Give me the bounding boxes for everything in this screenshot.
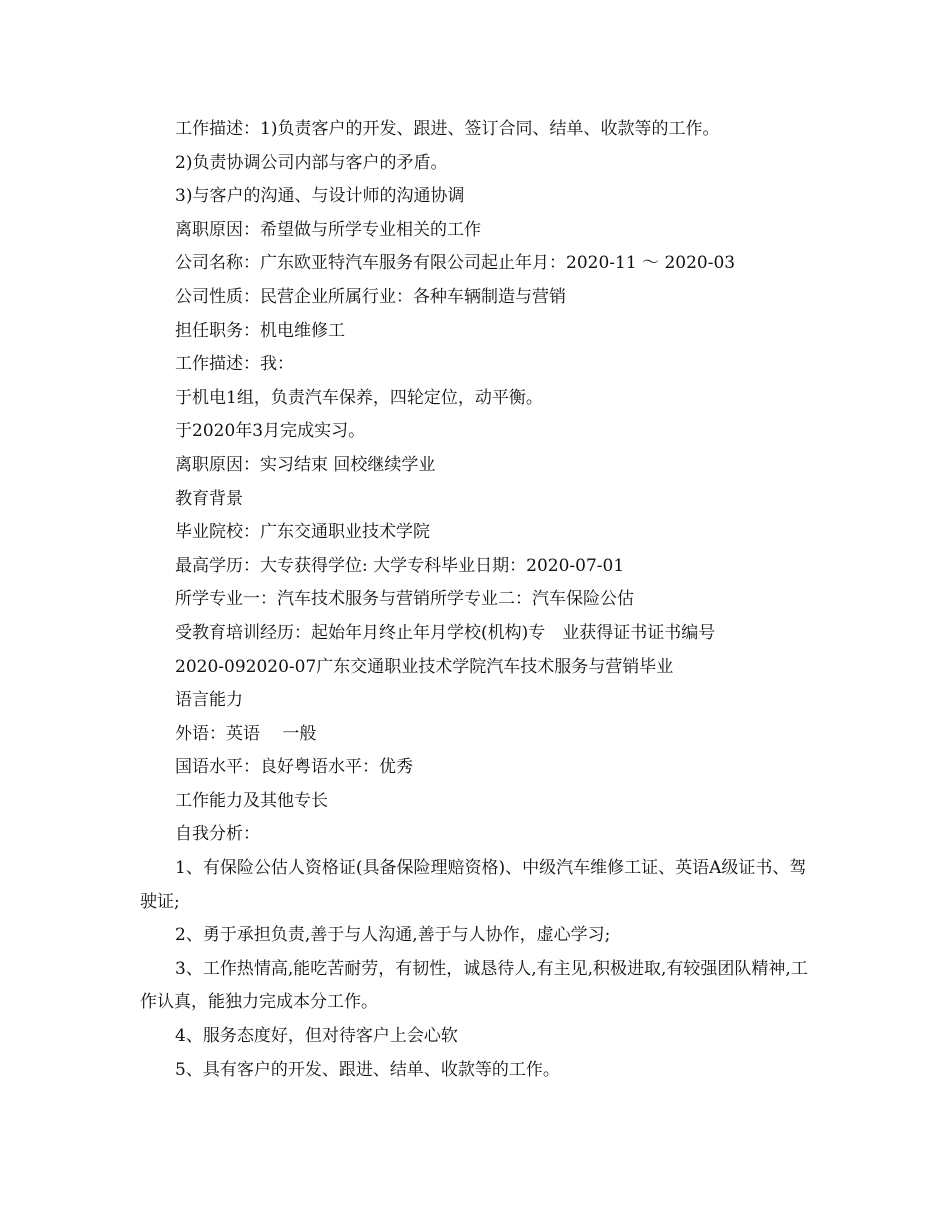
- company-name-line: 公司名称：广东欧亚特汽车服务有限公司起止年月：2020-11 ～ 2020-03: [175, 253, 736, 274]
- internship-line: 于2020年3月完成实习。: [175, 421, 366, 442]
- work-description-2-line: 工作描述：我：: [175, 354, 294, 375]
- self-analysis-item-5: 5、具有客户的开发、跟进、结单、收款等的工作。: [175, 1059, 560, 1080]
- training-record-line: 2020-092020-07广东交通职业技术学院汽车技术服务与营销毕业: [175, 656, 674, 677]
- self-analysis-item-4: 4、服务态度好，但对待客户上会心软: [175, 1026, 458, 1047]
- self-analysis-heading: 自我分析：: [175, 824, 260, 845]
- education-heading: 教育背景: [175, 488, 243, 509]
- leave-reason-line: 离职原因：希望做与所学专业相关的工作: [175, 219, 481, 240]
- resume-body: [140, 113, 820, 1087]
- duty-line-3: 3)与客户的沟通、与设计师的沟通协调: [175, 186, 465, 207]
- school-line: 毕业院校：广东交通职业技术学院: [175, 522, 430, 543]
- self-analysis-item-2: 2、勇于承担负责,善于与人沟通,善于与人协作，虚心学习;: [175, 925, 611, 946]
- company-type-line: 公司性质：民营企业所属行业：各种车辆制造与营销: [175, 286, 566, 307]
- language-heading: 语言能力: [175, 690, 243, 711]
- position-line: 担任职务：机电维修工: [175, 320, 345, 341]
- self-analysis-item-3: 3、工作热情高,能吃苦耐劳，有韧性，诚恳待人,有主见,积极进取,有较强团队精神,工作认真，能独力完成本分工作。: [140, 958, 808, 1013]
- duty-line-2: 2)负责协调公司内部与客户的矛盾。: [175, 152, 448, 173]
- major-line: 所学专业一：汽车技术服务与营销所学专业二：汽车保险公估: [175, 589, 634, 610]
- degree-line: 最高学历：大专获得学位: 大学专科毕业日期：2020-07-01: [175, 555, 625, 576]
- dialect-line: 国语水平：良好粤语水平：优秀: [175, 757, 413, 778]
- training-header-line: 受教育培训经历：起始年月终止年月学校(机构)专 业获得证书证书编号: [175, 622, 716, 643]
- work-description-line: 工作描述：1)负责客户的开发、跟进、签订合同、结单、收款等的工作。: [175, 119, 720, 139]
- skills-heading: 工作能力及其他专长: [175, 790, 328, 811]
- foreign-language-line: 外语：英语 一般: [175, 723, 317, 744]
- self-analysis-item-1: 1、有保险公估人资格证(具备保险理赔资格)、中级汽车维修工证、英语A级证书、驾驶证;: [140, 858, 807, 912]
- leave-reason-2-line: 离职原因：实习结束 回校继续学业: [175, 454, 436, 475]
- work-detail-line: 于机电1组，负责汽车保养，四轮定位，动平衡。: [175, 387, 543, 408]
